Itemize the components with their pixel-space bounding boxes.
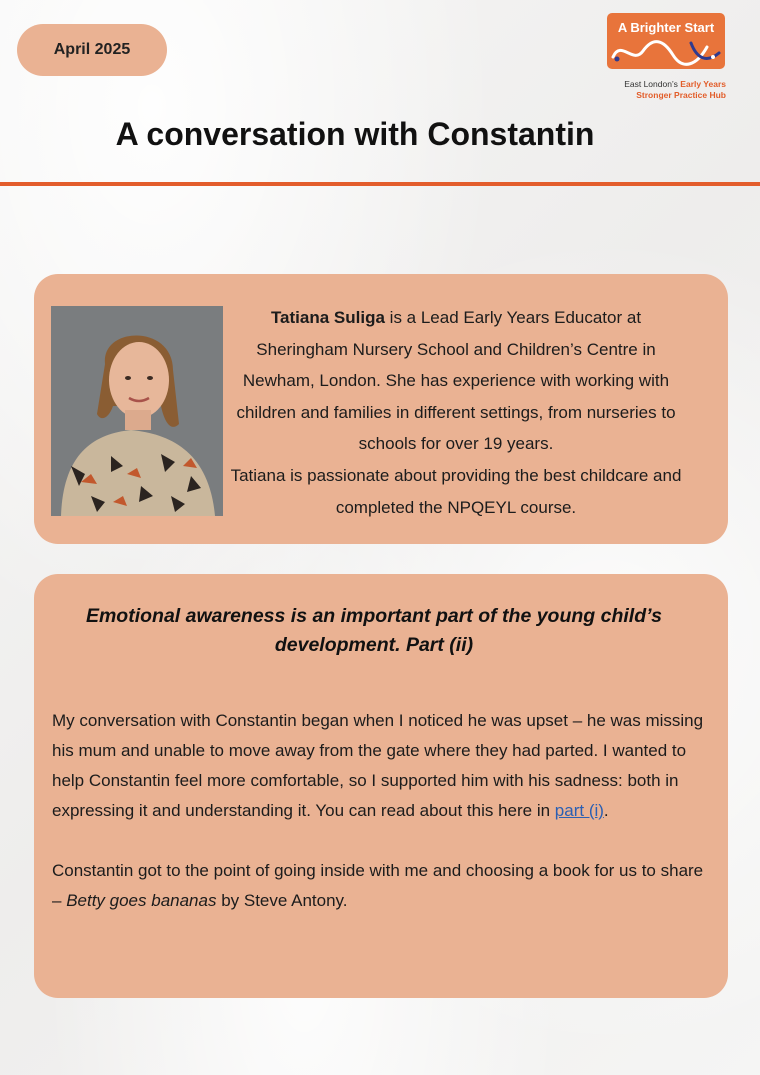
- logo-sub-accent: Early Years: [680, 79, 726, 89]
- book-title: Betty goes bananas: [66, 891, 217, 910]
- header-divider: [0, 182, 760, 186]
- logo-box: [607, 13, 725, 69]
- logo-sub-line2: Stronger Practice Hub: [636, 90, 726, 100]
- profile-name: Tatiana Suliga: [270, 308, 385, 327]
- article-body: [52, 706, 714, 946]
- portrait-photo-icon: [51, 306, 223, 516]
- page-title: A conversation with Constantin: [115, 116, 595, 152]
- bio-text: is a Lead Early Years Educator at Sheringham Nursery School and Children’s Centre in Newham, London. She has experience with working with children and families in different settings, from nurseries to schools for over 19 years.: [236, 308, 676, 454]
- para2-end: by Steve Antony.: [216, 891, 348, 910]
- ribbon-swirl-icon: [607, 35, 725, 69]
- logo-subtitle: [624, 79, 726, 101]
- article-card: [34, 574, 728, 998]
- date-badge: [17, 24, 167, 76]
- date-label: April 2025: [53, 41, 131, 58]
- article-heading: Emotional awareness is an important part of the young child’s development. Part (ii): [85, 605, 663, 656]
- para2-start: Constantin got to the point of going inside with me and choosing a book for us to share –: [52, 861, 704, 910]
- profile-bio: [224, 302, 688, 523]
- logo-sub-prefix: East London’s: [624, 79, 678, 89]
- bio-paragraph: [224, 302, 688, 460]
- logo-title: A Brighter Start: [617, 20, 715, 35]
- para1-end: .: [603, 801, 609, 820]
- logo: [604, 13, 734, 108]
- profile-card: [34, 274, 728, 544]
- para1-text: My conversation with Constantin began when I noticed he was upset – he was missing his mum and unable to move away from the gate where they had parted. I wanted to help Constantin feel more comfortable, so I supported him with his sadness: both in expressing it and understanding it. You can read about this here in: [52, 711, 704, 820]
- article-paragraph-1: [52, 706, 714, 826]
- part-i-link[interactable]: part (i): [554, 801, 604, 820]
- bio-second: Tatiana is passionate about providing the best childcare and completed the NPQEYL course.: [230, 465, 682, 517]
- article-paragraph-2: [52, 856, 714, 916]
